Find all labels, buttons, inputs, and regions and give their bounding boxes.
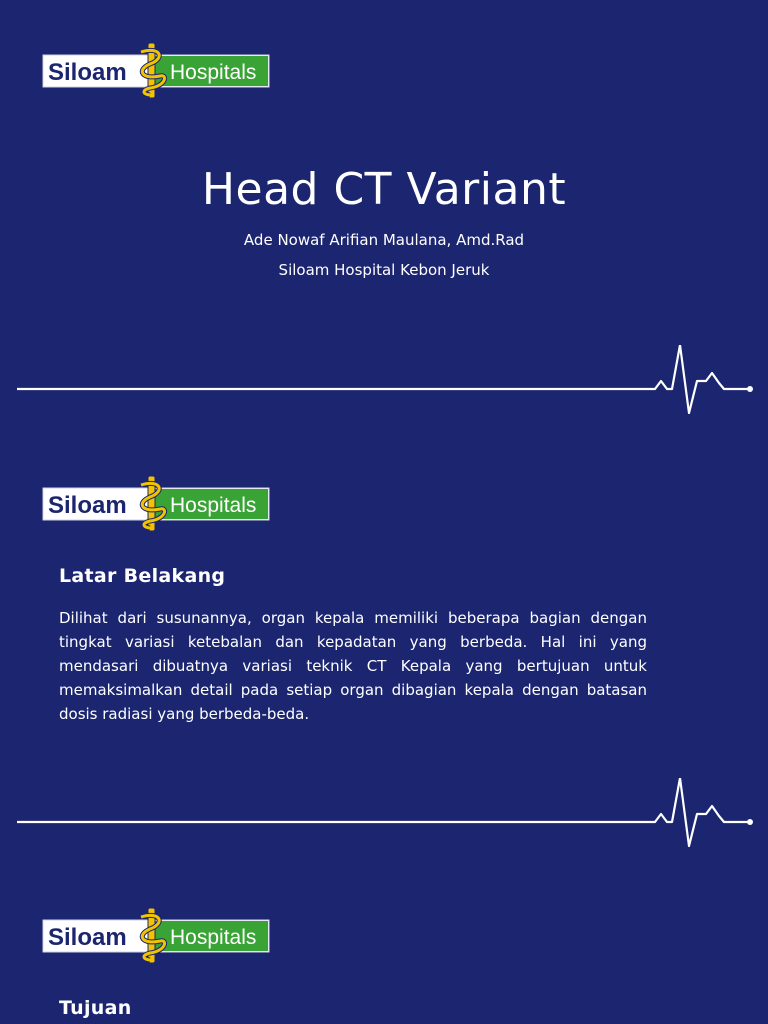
institution-name: Siloam Hospital Kebon Jeruk bbox=[278, 261, 490, 279]
ecg-heartbeat-line-icon bbox=[0, 345, 768, 425]
ecg-heartbeat-line-icon bbox=[0, 778, 768, 858]
logo-text-siloam: Siloam bbox=[48, 59, 127, 86]
siloam-hospitals-logo bbox=[42, 473, 270, 533]
logo-text-siloam: Siloam bbox=[48, 492, 127, 519]
logo-text-hospitals: Hospitals bbox=[170, 926, 257, 949]
slide-tujuan bbox=[0, 864, 768, 1024]
slide-title bbox=[0, 0, 768, 432]
siloam-hospitals-logo bbox=[42, 40, 270, 100]
slide-title-text: Head CT Variant bbox=[201, 164, 567, 215]
logo-text-siloam: Siloam bbox=[48, 924, 127, 951]
siloam-hospitals-logo bbox=[42, 905, 270, 965]
slide-latar-belakang bbox=[0, 432, 768, 864]
logo-text-hospitals: Hospitals bbox=[170, 61, 257, 84]
section-body-latar-belakang: Dilihat dari susunannya, organ kepala memiliki beberapa bagian dengan tingkat variasi ketebalan dan kepadatan yang berbeda. Hal ini yang mendasari dibuatnya variasi teknik CT Kepala yang bertujuan untuk memaksimalkan detail pada setiap organ dibagian kepala dengan batasan dosis radiasi yang berbeda-beda. bbox=[59, 609, 647, 723]
section-heading-latar-belakang: Latar Belakang bbox=[59, 565, 226, 587]
section-heading-tujuan: Tujuan bbox=[59, 997, 132, 1019]
author-name: Ade Nowaf Arifian Maulana, Amd.Rad bbox=[243, 231, 525, 249]
logo-text-hospitals: Hospitals bbox=[170, 494, 257, 517]
